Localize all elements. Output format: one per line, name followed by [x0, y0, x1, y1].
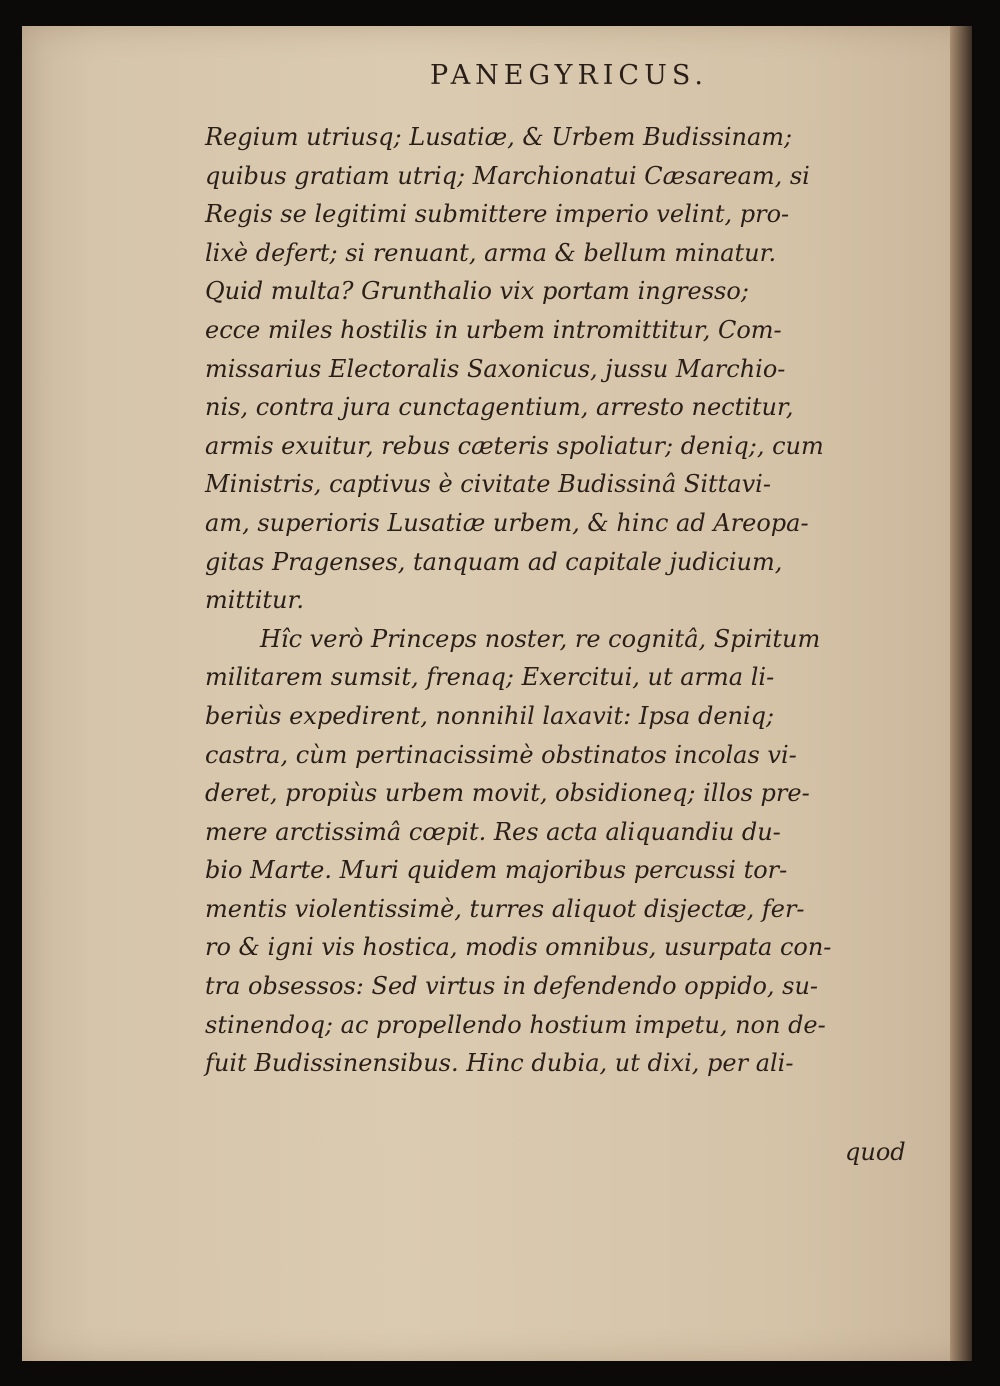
text-line: tra obsessos: Sed virtus in defendendo oppido, su-: [205, 972, 819, 1001]
text-line: militarem sumsit, frenaq; Exercitui, ut arma li-: [205, 663, 775, 692]
page-edge-shadow: [950, 26, 972, 1361]
text-line: Regis se legitimi submittere imperio velint, pro-: [205, 200, 790, 229]
text-line: castra, cùm pertinacissimè obstinatos incolas vi-: [205, 740, 797, 769]
text-line: ecce miles hostilis in urbem intromittitur, Com-: [205, 315, 782, 344]
body-text: [205, 118, 905, 1083]
text-line: missarius Electoralis Saxonicus, jussu Marchio-: [205, 354, 786, 383]
text-line: gitas Pragenses, tanquam ad capitale judicium,: [205, 547, 783, 576]
text-line: mere arctissimâ cœpit. Res acta aliquandiu du-: [205, 817, 781, 846]
text-line: bio Marte. Muri quidem majoribus percussi tor-: [205, 856, 788, 885]
text-line: lixè defert; si renuant, arma & bellum minatur.: [205, 238, 777, 267]
text-line: Hîc verò Princeps noster, re cognitâ, Spiritum: [260, 624, 821, 653]
text-line: ro & igni vis hostica, modis omnibus, usurpata con-: [205, 933, 832, 962]
text-line: Regium utriusq; Lusatiæ, & Urbem Budissinam;: [205, 123, 793, 151]
text-line: beriùs expedirent, nonnihil laxavit: Ipsa deniq;: [205, 701, 775, 730]
text-line: nis, contra jura cunctagentium, arresto nectitur,: [205, 393, 794, 422]
text-line: Ministris, captivus è civitate Budissinâ Sittavi-: [205, 470, 771, 499]
running-header: PANEGYRICUS.: [430, 60, 708, 91]
text-line: armis exuitur, rebus cæteris spoliatur; deniq;, cum: [205, 431, 824, 460]
text-line: mentis violentissimè, turres aliquot disjectæ, fer-: [205, 894, 805, 923]
text-line: mittitur.: [205, 586, 304, 615]
text-line: stinendoq; ac propellendo hostium impetu, non de-: [205, 1010, 826, 1039]
text-line: deret, propiùs urbem movit, obsidioneq; illos pre-: [205, 779, 810, 808]
text-line: quibus gratiam utriq; Marchionatui Cæsaream, si: [205, 161, 810, 190]
text-line: fuit Budissinensibus. Hinc dubia, ut dixi, per ali-: [205, 1049, 794, 1078]
text-line: Quid multa? Grunthalio vix portam ingresso;: [205, 277, 749, 306]
catchword: quod: [845, 1138, 906, 1166]
text-line: am, superioris Lusatiæ urbem, & hinc ad Areopa-: [205, 508, 809, 537]
